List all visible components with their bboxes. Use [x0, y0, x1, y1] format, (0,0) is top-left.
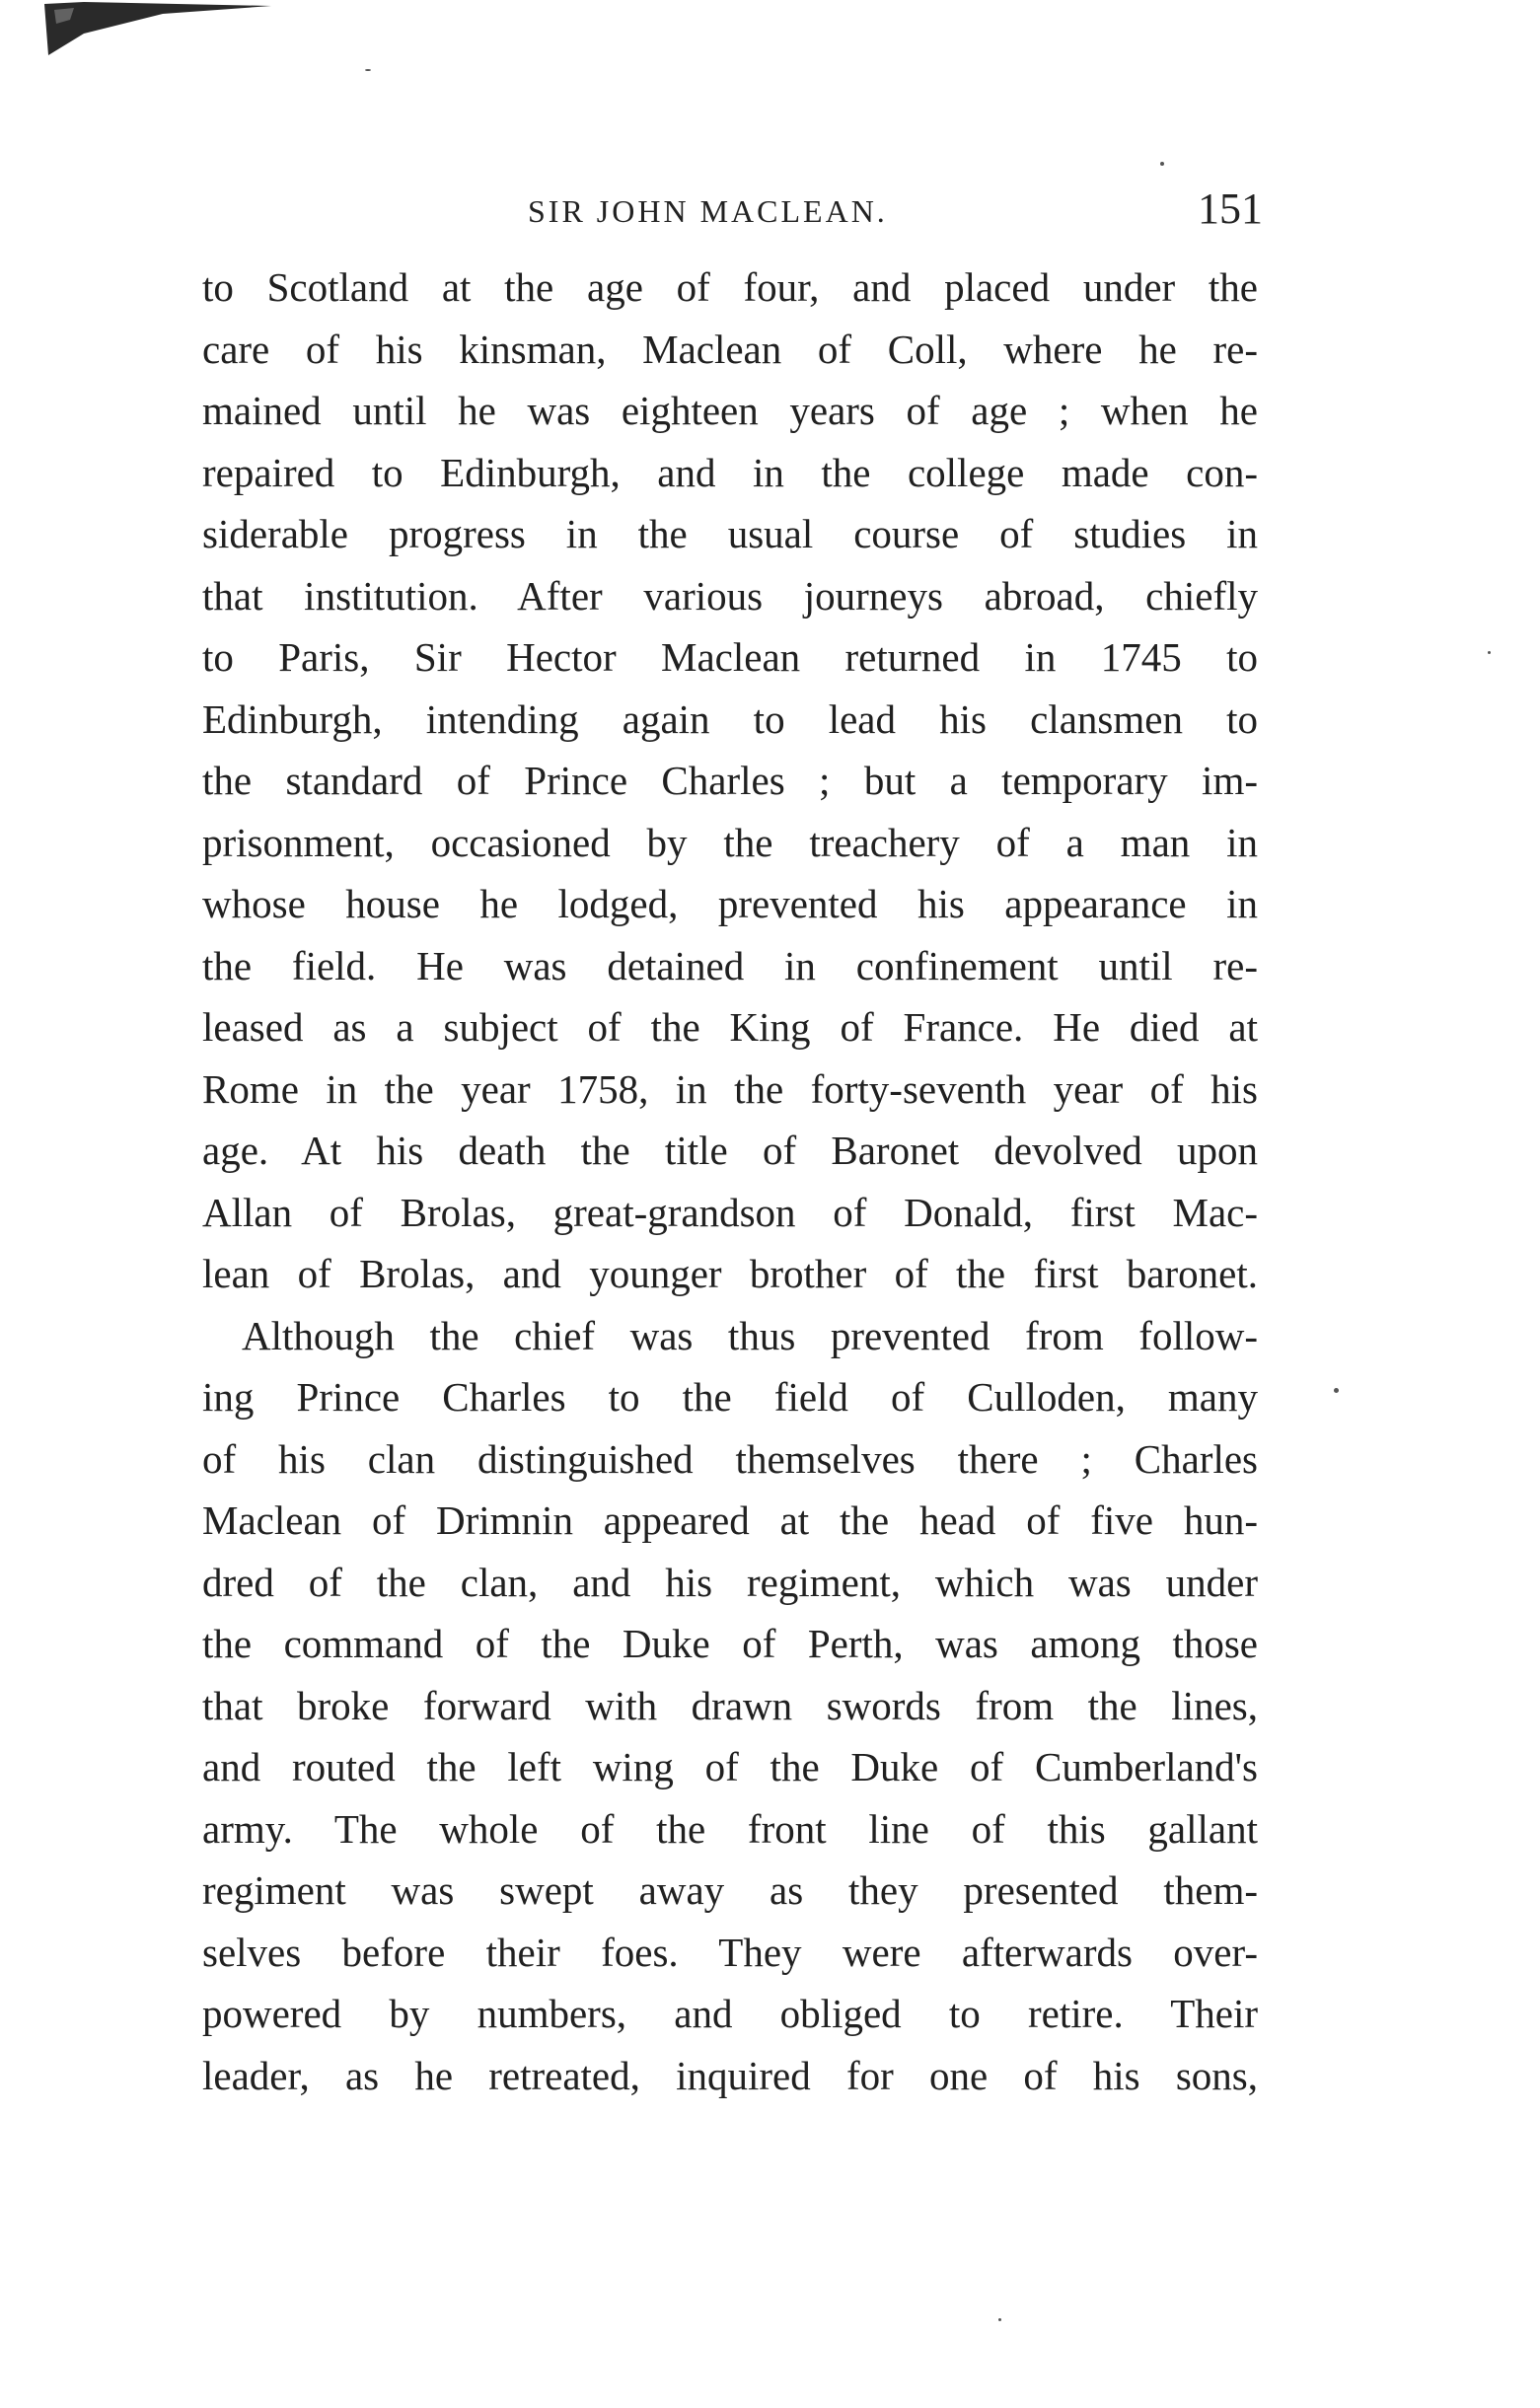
text-line: army. The whole of the front line of this gallant: [202, 1805, 1258, 1852]
text-line: ing Prince Charles to the field of Culloden, many: [202, 1374, 1258, 1420]
text-line: prisonment, occasioned by the treachery of a man in: [202, 819, 1258, 865]
text-line: to Scotland at the age of four, and placed under the: [202, 264, 1258, 310]
text-line: Although the chief was thus prevented from follow-: [242, 1312, 1258, 1358]
paper-speck: [998, 2318, 1001, 2321]
text-line: to Paris, Sir Hector Maclean returned in 1745 to: [202, 634, 1258, 680]
text-line: whose house he lodged, prevented his appearance in: [202, 881, 1258, 926]
text-line: lean of Brolas, and younger brother of the first baronet.: [202, 1251, 1258, 1296]
text-line: that institution. After various journeys abroad, chiefly: [202, 572, 1258, 619]
text-line: dred of the clan, and his regiment, which was under: [202, 1559, 1258, 1605]
text-line: mained until he was eighteen years of age ; when he: [202, 388, 1258, 433]
text-line: the standard of Prince Charles ; but a temporary im-: [202, 758, 1258, 803]
text-line: age. At his death the title of Baronet devolved upon: [202, 1128, 1258, 1173]
paper-speck: [1488, 651, 1491, 654]
text-line: Allan of Brolas, great-grandson of Donald, first Mac-: [202, 1189, 1258, 1235]
ink-smudge-mark: [44, 0, 271, 55]
text-line: and routed the left wing of the Duke of Cumberland's: [202, 1744, 1258, 1789]
text-line: Rome in the year 1758, in the forty-seventh year of his: [202, 1065, 1258, 1112]
paper-speck: [365, 69, 371, 71]
text-line: siderable progress in the usual course of studies in: [202, 511, 1258, 556]
text-line: Maclean of Drimnin appeared at the head of five hun-: [202, 1497, 1258, 1543]
text-line: that broke forward with drawn swords from the lines,: [202, 1682, 1258, 1728]
paragraph: [202, 256, 1258, 1305]
text-line: the field. He was detained in confinement until re-: [202, 942, 1258, 988]
text-line: the command of the Duke of Perth, was among those: [202, 1621, 1258, 1666]
paper-speck: [1160, 162, 1164, 166]
text-line: leased as a subject of the King of France. He died at: [202, 1004, 1258, 1050]
text-line: powered by numbers, and obliged to retire. Their: [202, 1991, 1258, 2036]
text-line: Edinburgh, intending again to lead his clansmen to: [202, 695, 1258, 742]
body-text: [202, 256, 1258, 2106]
text-line: regiment was swept away as they presented them-: [202, 1867, 1258, 1913]
running-head: [207, 183, 1263, 243]
paragraph: [202, 1305, 1258, 2107]
text-line: selves before their foes. They were afterwards over-: [202, 1929, 1258, 1975]
text-line: leader, as he retreated, inquired for one of his sons,: [202, 2052, 1258, 2098]
paper-speck: [1334, 1388, 1339, 1393]
text-line: care of his kinsman, Maclean of Coll, where he re-: [202, 326, 1258, 372]
text-line: repaired to Edinburgh, and in the college made con-: [202, 449, 1258, 495]
page-number: 151: [1198, 184, 1263, 233]
running-title: SIR JOHN MACLEAN.: [528, 193, 888, 229]
text-line: of his clan distinguished themselves there ; Charles: [202, 1435, 1258, 1482]
